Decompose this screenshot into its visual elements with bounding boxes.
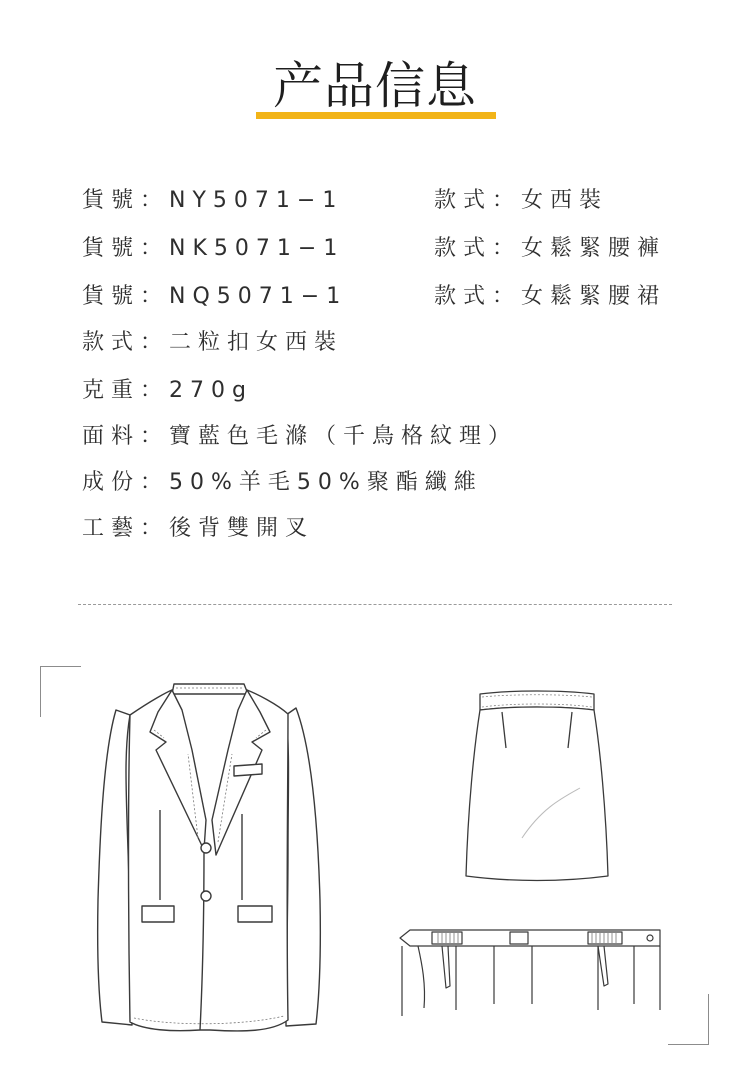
title-block <box>0 56 750 126</box>
blazer-sketch-icon <box>92 670 328 1036</box>
spec-value: NK5071−1 <box>169 236 345 261</box>
spec-row-code-skirt <box>82 282 347 312</box>
spec-label: 貨號： <box>82 236 170 261</box>
corner-bracket-top-left <box>40 666 81 717</box>
spec-row-craft <box>82 514 314 544</box>
spec-value: 50%羊毛50%聚酯纖維 <box>169 470 483 495</box>
spec-label: 款式： <box>434 188 522 213</box>
spec-value: 二粒扣女西裝 <box>169 330 344 355</box>
skirt-sketch-icon <box>462 688 612 884</box>
spec-row-style-skirt <box>434 282 666 312</box>
spec-label: 貨號： <box>82 284 170 309</box>
spec-label: 克重： <box>82 378 170 403</box>
spec-row-style-jacket <box>434 186 608 216</box>
spec-value: NY5071−1 <box>169 188 344 213</box>
spec-value: 寶藍色毛滌（千鳥格紋理） <box>169 424 518 449</box>
spec-label: 成份： <box>82 470 170 495</box>
spec-value: 270g <box>169 378 253 403</box>
spec-row-code-jacket <box>82 186 343 216</box>
spec-label: 工藝： <box>82 516 170 541</box>
spec-value: NQ5071−1 <box>169 284 348 309</box>
corner-bracket-bottom-right <box>668 994 709 1045</box>
spec-row-composition <box>82 468 483 498</box>
spec-value: 女西裝 <box>521 188 609 213</box>
spec-value: 女鬆緊腰褲 <box>521 236 667 261</box>
page-title: 产品信息 <box>273 57 477 115</box>
spec-row-weight <box>82 376 253 406</box>
spec-label: 貨號： <box>82 188 170 213</box>
spec-label: 面料： <box>82 424 170 449</box>
spec-label: 款式： <box>434 236 522 261</box>
spec-row-code-pants <box>82 234 344 264</box>
spec-row-fabric <box>82 422 517 452</box>
spec-value: 後背雙開叉 <box>169 516 315 541</box>
spec-label: 款式： <box>434 284 522 309</box>
spec-row-style <box>82 328 343 358</box>
spec-value: 女鬆緊腰裙 <box>521 284 667 309</box>
spec-row-style-pants <box>434 234 666 264</box>
pants-waistband-sketch-icon <box>398 924 666 1020</box>
dashed-divider <box>78 604 672 605</box>
spec-label: 款式： <box>82 330 170 355</box>
